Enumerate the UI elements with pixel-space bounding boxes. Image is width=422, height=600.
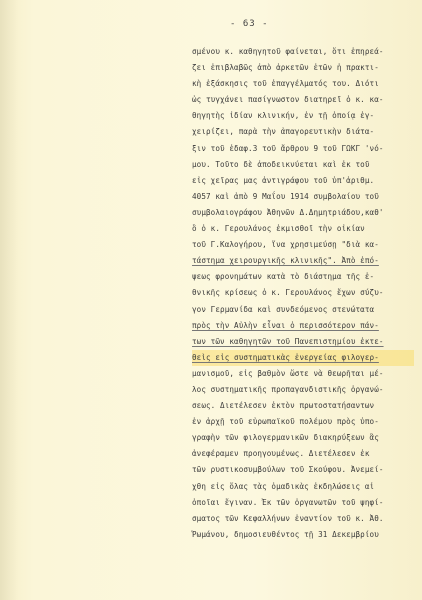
text-line-underlined: τάστημα χειρουργικῆς κλινικῆς". Ἀπὸ ἐπό- — [192, 256, 379, 266]
text-line: σμένου κ. καθηγητοῦ φαίνεται, ὅτι ἐπηρεά- — [192, 47, 384, 56]
text-line-underlined: των τῶν καθηγητῶν τοῦ Πανεπιστημίου ἐκτε- — [192, 336, 384, 346]
text-line: ὃ ὁ κ. Γερουλάνος ἐκμισθοῖ τὴν οἰκίαν — [192, 224, 365, 234]
text-line: χθη εἰς ὅλας τὰς ὁμαδικὰς ἐκδηλώσεις αἱ — [192, 481, 375, 491]
text-line: Ῥωμάνου, δημοσιευθέντος τῇ 31 Δεκεμβρίου — [192, 529, 379, 539]
text-line: κὴ ἐξάσκησις τοῦ ἐπαγγέλματός του. Διότι — [192, 79, 379, 89]
text-line: ὁποῖαι ἔγιναν. Ἐκ τῶν ὀργανωτῶν τοῦ ψηφί- — [192, 497, 384, 507]
text-line: θηγητὴς ἰδίαν κλινικήν, ἐν τῇ ὁποίᾳ ἐγ- — [192, 111, 375, 121]
text-line: γον Γερμανίδα καὶ συνδεόμενος στενώτατα — [192, 304, 375, 314]
text-line: σματος τῶν Κεφαλλήνων ἐναντίον τοῦ κ. Ἀθ. — [192, 513, 384, 523]
text-line: θνικῆς κρίσεως ὁ κ. Γερουλάνος ἔχων σύζυ- — [192, 288, 384, 298]
text-line-highlighted: θεὶς εἰς συστηματικὰς ἐνεργείας φιλογερ- — [192, 350, 414, 366]
text-line: χειρίζει, παρὰ τὴν ἀπαγορευτικὴν διάτα- — [192, 127, 375, 137]
text-line: ἀνεφέραμεν προηγουμένως. Διετέλεσεν ἐκ — [192, 449, 370, 459]
text-line: γραφὴν τῶν φιλογερμανικῶν διακηρύξεων ἃς — [192, 433, 379, 443]
text-line-underlined: πρὸς τὴν Αὐλὴν εἶναι ὁ περισσότερον πάν- — [192, 320, 379, 330]
text-line: λος συστηματικῆς προπαγανδιστικῆς ὀργανώ- — [192, 384, 384, 394]
text-line: 4057 καὶ ἀπὸ 9 Μαΐου 1914 συμβολαίου τοῦ — [192, 191, 379, 201]
text-line: τοῦ Γ.Καλογήρου, ἵνα χρησιμεύσῃ "διὰ κα- — [192, 240, 379, 250]
text-line: ξιν τοῦ ἐδαφ.3 τοῦ ἄρθρου 9 τοῦ ΓΩΚΓ 'νό- — [192, 143, 384, 153]
page-number: - 63 - — [230, 19, 269, 29]
typed-text-block — [192, 44, 414, 543]
text-line: ψεως φρονημάτων κατὰ τὸ διάστημα τῆς ἐ- — [192, 272, 375, 282]
text-line: σεως. Διετέλεσεν ἐκτὸν πρωτοστατήσαντων — [192, 401, 375, 411]
text-line: τῶν ρυστικοσυμβούλων τοῦ Σκούφου. Ἀνεμεί- — [192, 465, 384, 475]
text-line: μανισμοῦ, εἰς βαθμὸν ὥστε νὰ θεωρῆται μέ- — [192, 368, 384, 378]
text-line: ὡς τυγχάνει πασίγνωστον διατηρεῖ ὁ κ. κα- — [192, 95, 384, 105]
text-line: ζει ἐπιβλαβῶς ἀπὸ ἀρκετῶν ἐτῶν ἡ πρακτι- — [192, 63, 379, 73]
text-line: συμβολαιογράφου Ἀθηνῶν Δ.Δημητριάδου,καθ' — [192, 207, 384, 217]
page-edge-shadow — [0, 0, 18, 600]
text-line: μου. Τοῦτο δὲ ἀποδεικνύεται καὶ ἐκ τοῦ — [192, 159, 370, 169]
text-line: εἰς χεῖρας μας ἀντιγράφου τοῦ ὑπ'ἀριθμ. — [192, 175, 375, 185]
text-line: ἐν ἀρχῇ τοῦ εὐρωπαϊκοῦ πολέμου πρὸς ὑπο- — [192, 417, 379, 427]
